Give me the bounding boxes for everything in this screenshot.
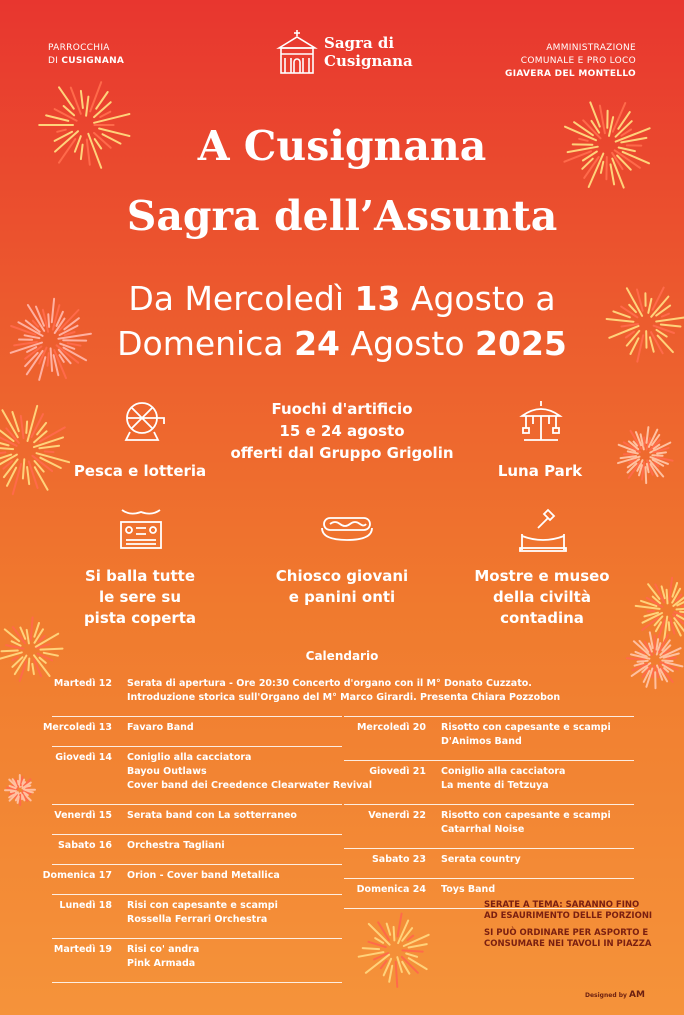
church-logo-icon	[276, 28, 318, 76]
feature-museum: Mostre e museo della civiltà contadina	[474, 567, 610, 627]
calendar-event: La mente di Tetzuya	[441, 780, 549, 791]
calendar-event: Rossella Ferrari Orchestra	[127, 914, 268, 925]
museum-shovel-icon	[518, 506, 568, 552]
calendar-day: Venerdì 22	[368, 810, 426, 821]
feature-lunapark: Luna Park	[497, 462, 583, 480]
calendar-event: Pink Armada	[127, 958, 196, 969]
dj-booth-icon	[118, 506, 164, 552]
calendar-divider	[344, 848, 634, 849]
calendar-event: Risotto con capesante e scampi	[441, 810, 611, 821]
calendar-divider	[52, 804, 342, 805]
feature-fireworks: Fuochi d'artificio 15 e 24 agosto offerti dal Gruppo Grigolin	[230, 400, 454, 462]
themed-nights-note: SERATE A TEMA: SARANNO FINO AD ESAURIMENTO DELLE PORZIONI	[484, 900, 653, 921]
calendar-event: Toys Band	[441, 884, 496, 895]
firework-icon	[350, 905, 440, 995]
calendar-day: Venerdì 15	[54, 810, 112, 821]
calendar-title: Calendario	[305, 649, 379, 663]
date-range-end: Domenica 24 Agosto 2025	[117, 324, 567, 363]
takeaway-note: SI PUÒ ORDINARE PER ASPORTO E CONSUMARE NEI TAVOLI IN PIAZZA	[484, 928, 652, 949]
parish-line1: PARROCCHIA	[48, 43, 110, 53]
calendar-divider	[344, 878, 634, 879]
calendar-event: Orion - Cover band Metallica	[127, 870, 280, 881]
calendar-event: Coniglio alla cacciatora	[127, 752, 252, 763]
calendar-event: Bayou Outlaws	[127, 766, 207, 777]
feature-lottery: Pesca e lotteria	[73, 462, 207, 480]
logo-text: Sagra di Cusignana	[324, 34, 413, 70]
calendar-day: Martedì 19	[53, 944, 112, 955]
carousel-icon	[518, 398, 564, 444]
title-line2: Sagra dell’Assunta	[126, 192, 558, 240]
parish-line2: DI CUSIGNANA	[48, 56, 125, 66]
calendar-event: Favaro Band	[127, 722, 194, 733]
calendar-event: Risotto con capesante e scampi	[441, 722, 611, 733]
sagra-logo	[276, 28, 416, 78]
calendar-day: Domenica 24	[356, 884, 426, 895]
title-line1: A Cusignana	[197, 122, 487, 170]
calendar-day: Mercoledì 20	[356, 722, 426, 733]
calendar-day: Sabato 23	[371, 854, 426, 865]
calendar-day: Domenica 17	[42, 870, 112, 881]
calendar-event: Catarrhal Noise	[441, 824, 525, 835]
calendar-day: Giovedì 14	[55, 752, 112, 763]
calendar-event: Orchestra Tagliani	[127, 840, 225, 851]
feature-kiosk: Chiosco giovani e panini onti	[275, 567, 409, 606]
parish-credit	[48, 42, 124, 68]
calendar-divider	[344, 716, 634, 717]
firework-icon	[0, 395, 80, 505]
lottery-drum-icon	[122, 398, 168, 442]
feature-dance: Si balla tutte le sere su pista coperta	[83, 567, 197, 627]
calendar-day: Sabato 16	[57, 840, 112, 851]
calendar-event: Risi co' andra	[127, 944, 200, 955]
calendar-divider	[344, 760, 634, 761]
calendar-event: Risi con capesante e scampi	[127, 900, 278, 911]
calendar-event: Serata country	[441, 854, 521, 865]
calendar-event: D'Animos Band	[441, 736, 522, 747]
calendar-event: Cover band dei Creedence Clearwater Revival	[127, 780, 372, 791]
calendar-divider	[344, 804, 634, 805]
calendar-day: Mercoledì 13	[42, 722, 112, 733]
calendar-divider	[52, 864, 342, 865]
calendar-day: Giovedì 21	[369, 766, 426, 777]
designer-credit: Designed by AM	[585, 990, 645, 1000]
firework-icon	[610, 420, 680, 490]
calendar-divider	[52, 982, 342, 983]
calendar-day: Lunedì 18	[59, 900, 112, 911]
calendar-event: Coniglio alla cacciatora	[441, 766, 566, 777]
date-range-start: Da Mercoledì 13 Agosto a	[128, 279, 556, 318]
municipality-credit: AMMINISTRAZIONE COMUNALE E PRO LOCO GIAVERA DEL MONTELLO	[505, 43, 636, 79]
calendar-divider	[52, 894, 342, 895]
calendar-divider	[52, 746, 342, 747]
calendar-event: Serata band con La sotterraneo	[127, 810, 297, 821]
calendar-divider	[52, 716, 342, 717]
hot-dog-icon	[318, 510, 376, 546]
calendar-divider	[52, 834, 342, 835]
calendar-divider	[52, 938, 342, 939]
